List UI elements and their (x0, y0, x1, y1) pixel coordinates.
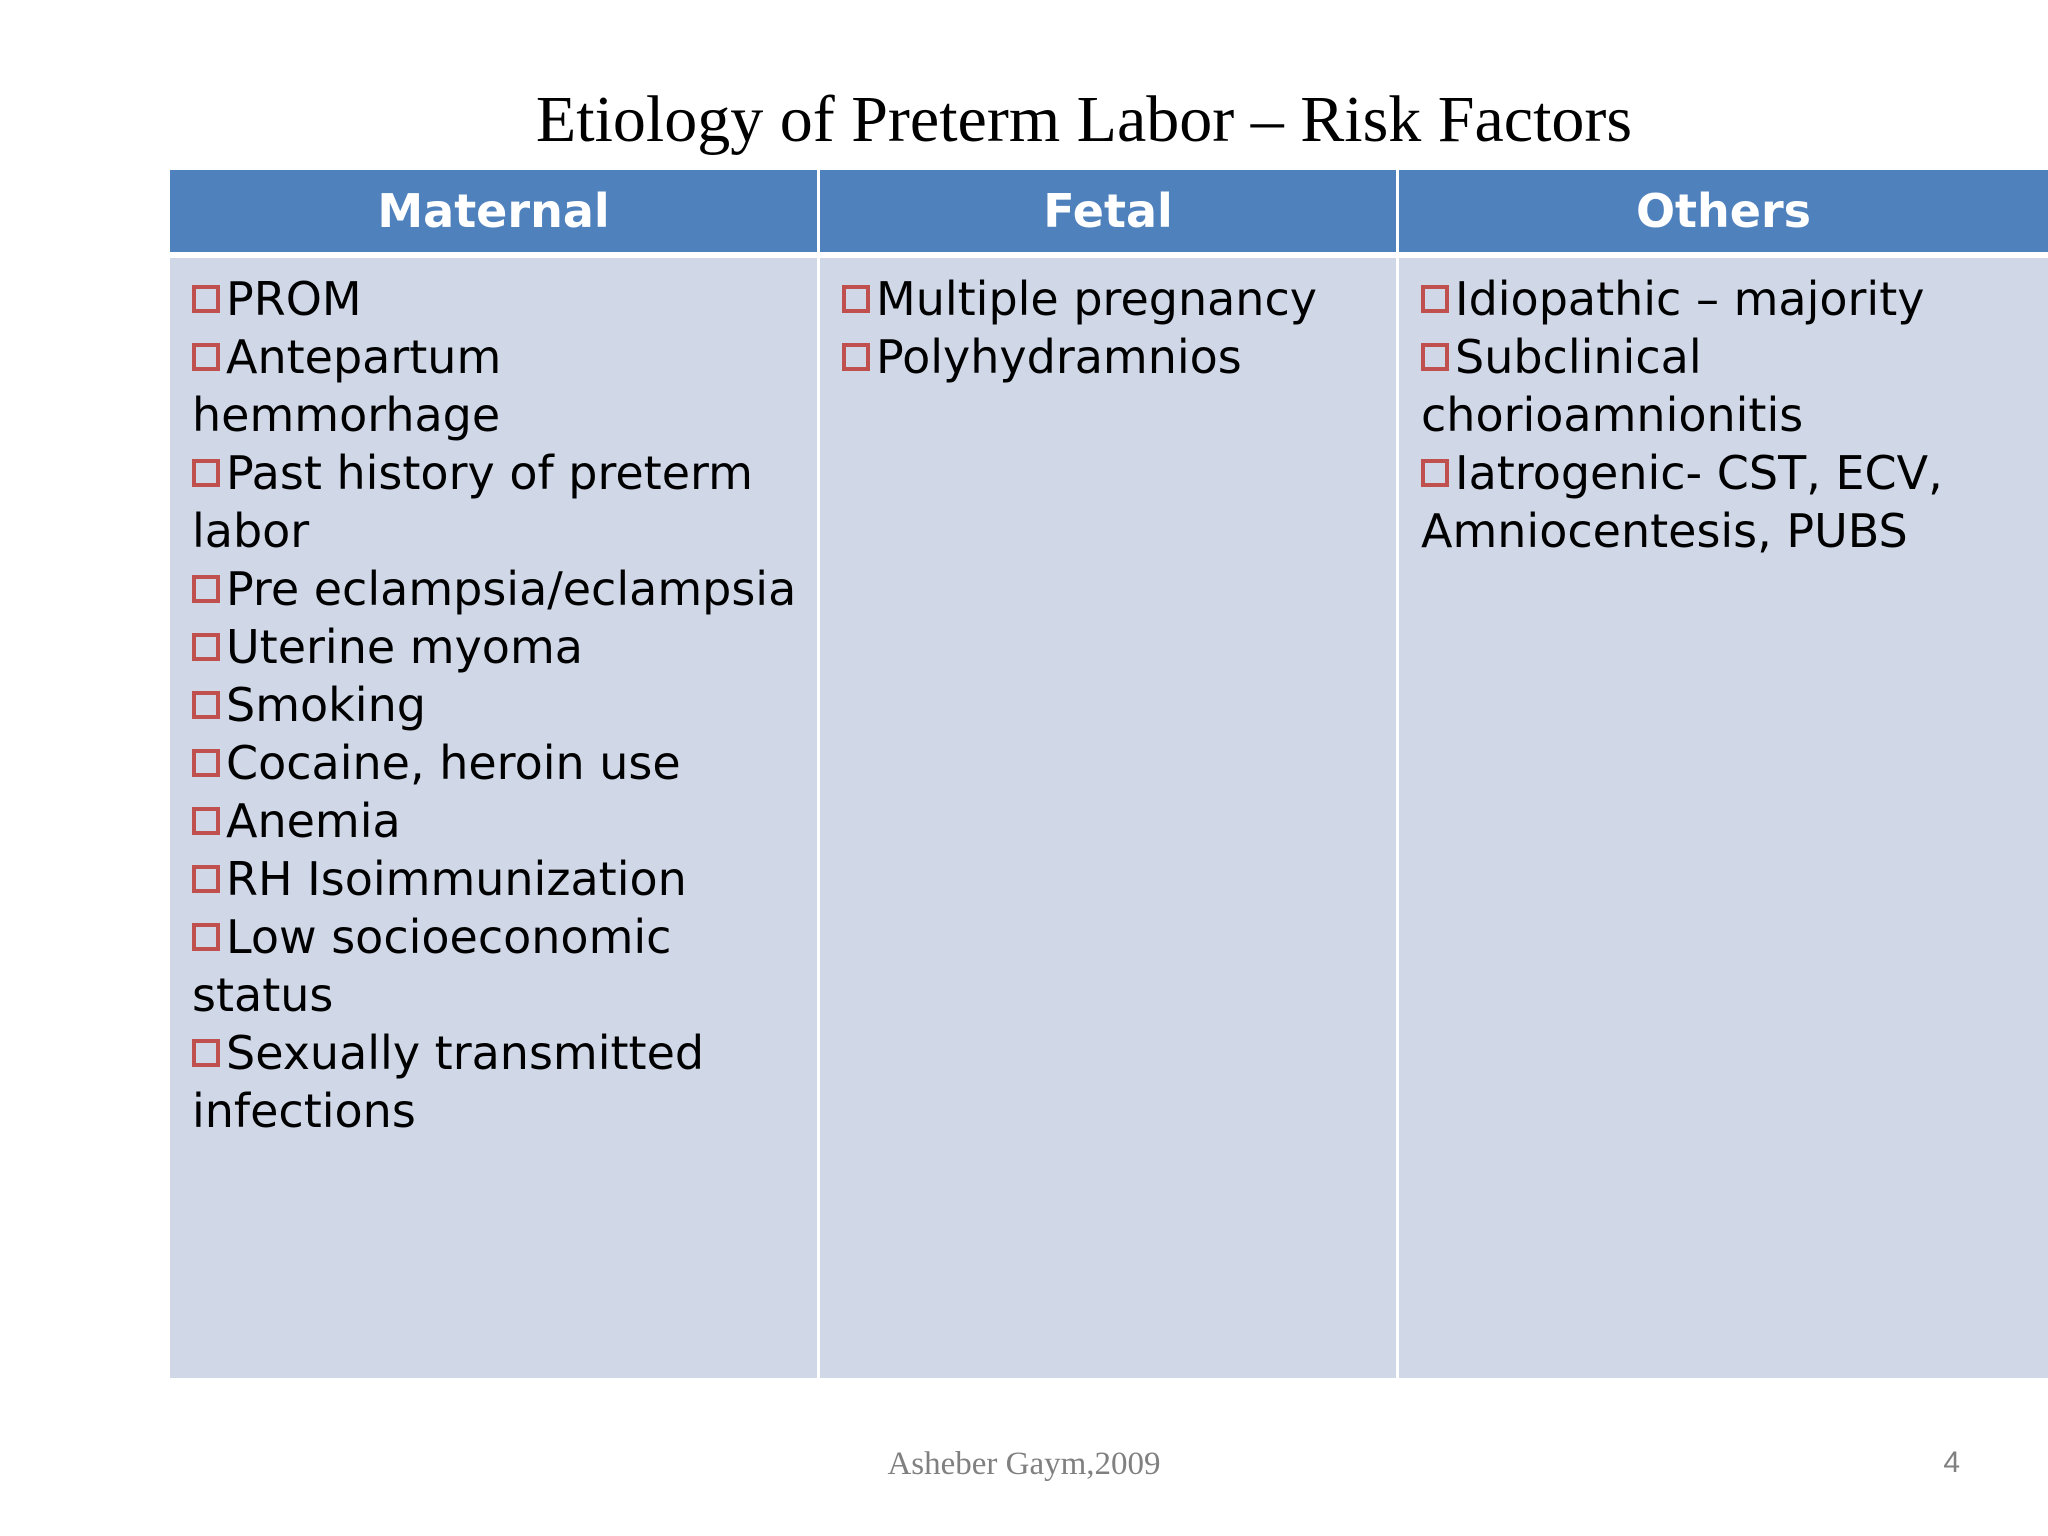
maternal-header: Maternal (170, 170, 817, 252)
list-item (192, 792, 803, 850)
fetal-cell (820, 258, 1396, 1378)
list-item (192, 618, 803, 676)
fetal-header: Fetal (820, 170, 1396, 252)
list-item (192, 676, 803, 734)
others-header: Others (1399, 170, 2048, 252)
list-item (192, 850, 803, 908)
fetal-column (820, 170, 1396, 1378)
square-outline-icon (1421, 459, 1449, 487)
square-outline-icon (192, 633, 220, 661)
list-item-text: Multiple pregnancy (876, 272, 1317, 326)
list-item-text: Iatrogenic- CST, ECV, Amniocentesis, PUBS (1421, 446, 1943, 558)
list-item (192, 328, 803, 444)
square-outline-icon (192, 1039, 220, 1067)
square-outline-icon (842, 343, 870, 371)
list-item-text: Anemia (226, 794, 401, 848)
list-item (1421, 444, 2034, 560)
square-outline-icon (192, 807, 220, 835)
list-item-text: Idiopathic – majority (1455, 272, 1925, 326)
page-number: 4 (1943, 1446, 1960, 1479)
square-outline-icon (1421, 285, 1449, 313)
list-item (192, 908, 803, 1024)
square-outline-icon (192, 865, 220, 893)
square-outline-icon (192, 343, 220, 371)
fetal-list (842, 270, 1382, 386)
list-item (842, 270, 1382, 328)
list-item-text: Sexually transmitted infections (192, 1026, 705, 1138)
maternal-cell (170, 258, 817, 1378)
list-item-text: Low socioeconomic status (192, 910, 672, 1022)
others-column (1399, 170, 2048, 1378)
square-outline-icon (192, 749, 220, 777)
square-outline-icon (192, 691, 220, 719)
list-item-text: Subclinical chorioamnionitis (1421, 330, 1804, 442)
list-item (192, 734, 803, 792)
risk-factors-table (170, 170, 2048, 1378)
others-list (1421, 270, 2034, 560)
footer-author: Asheber Gaym,2009 (887, 1446, 1161, 1482)
list-item (192, 1024, 803, 1140)
maternal-list (192, 270, 803, 1140)
square-outline-icon (192, 923, 220, 951)
list-item-text: PROM (226, 272, 362, 326)
square-outline-icon (1421, 343, 1449, 371)
list-item (192, 560, 803, 618)
list-item-text: RH Isoimmunization (226, 852, 687, 906)
list-item (1421, 328, 2034, 444)
list-item-text: Polyhydramnios (876, 330, 1242, 384)
square-outline-icon (192, 459, 220, 487)
square-outline-icon (842, 285, 870, 313)
square-outline-icon (192, 575, 220, 603)
list-item-text: Past history of preterm labor (192, 446, 753, 558)
list-item-text: Cocaine, heroin use (226, 736, 681, 790)
list-item (192, 270, 803, 328)
slide-title: Etiology of Preterm Labor – Risk Factors (535, 83, 1633, 156)
list-item (842, 328, 1382, 386)
list-item-text: Uterine myoma (226, 620, 583, 674)
list-item (192, 444, 803, 560)
list-item-text: Antepartum hemmorhage (192, 330, 502, 442)
list-item-text: Smoking (226, 678, 426, 732)
maternal-column (170, 170, 817, 1378)
square-outline-icon (192, 285, 220, 313)
list-item (1421, 270, 2034, 328)
others-cell (1399, 258, 2048, 1378)
list-item-text: Pre eclampsia/eclampsia (226, 562, 797, 616)
